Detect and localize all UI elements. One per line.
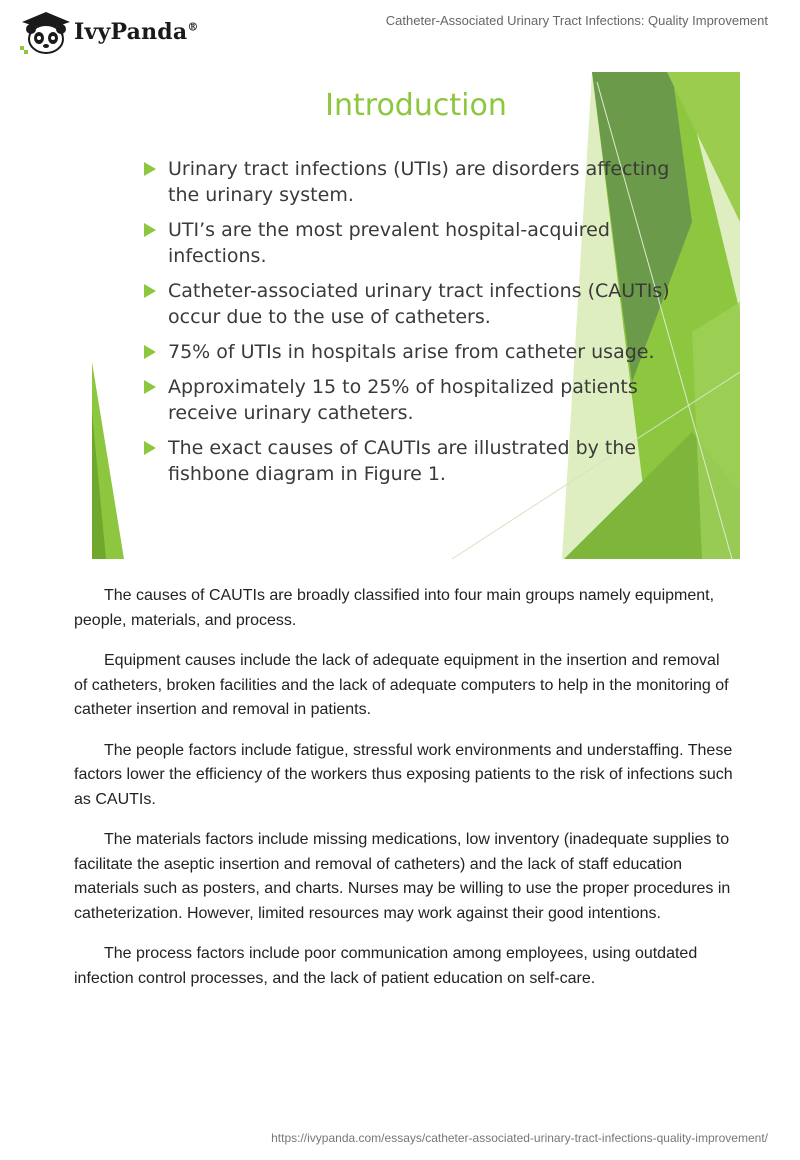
slide-image bbox=[92, 72, 740, 559]
triangle-bullet-icon bbox=[144, 284, 156, 298]
slide-bullet-list bbox=[144, 156, 704, 496]
paragraph: The materials factors include missing medications, low inventory (inadequate supplies to facilitate the aseptic insertion and removal of catheters) and the lack of staff education materials such as posters, and charts. Nurses may be willing to use the proper procedures in catheterization. However, limited resources may work against their good intentions. bbox=[74, 831, 731, 922]
triangle-bullet-icon bbox=[144, 380, 156, 394]
footer-url-link[interactable]: https://ivypanda.com/essays/catheter-associated-urinary-tract-infections-quality-improvement/ bbox=[271, 1131, 768, 1145]
document-title: Catheter-Associated Urinary Tract Infections: Quality Improvement bbox=[385, 13, 768, 28]
slide-title: Introduction bbox=[325, 88, 507, 123]
paragraph: Equipment causes include the lack of adequate equipment in the insertion and removal of catheters, broken facilities and the lack of adequate computers to help in the monitoring of catheter insertion and removal in patients. bbox=[74, 652, 729, 718]
slide-bullet: Approximately 15 to 25% of hospitalized patients receive urinary catheters. bbox=[144, 374, 704, 426]
paragraph: The people factors include fatigue, stressful work environments and understaffing. These factors lower the efficiency of the workers thus exposing patients to the risk of infections such as CAUTIs. bbox=[74, 741, 733, 808]
triangle-bullet-icon bbox=[144, 345, 156, 359]
triangle-bullet-icon bbox=[144, 441, 156, 455]
triangle-bullet-icon bbox=[144, 162, 156, 176]
slide-bullet: UTI’s are the most prevalent hospital-acquired infections. bbox=[144, 217, 704, 269]
paragraph: The causes of CAUTIs are broadly classified into four main groups namely equipment, people, materials, and process. bbox=[74, 587, 715, 629]
ivypanda-logo[interactable] bbox=[16, 10, 199, 54]
slide-bullet: Urinary tract infections (UTIs) are disorders affecting the urinary system. bbox=[144, 156, 704, 208]
slide-bullet: The exact causes of CAUTIs are illustrated by the fishbone diagram in Figure 1. bbox=[144, 435, 704, 487]
brand-name: IvyPanda® bbox=[74, 19, 199, 45]
slide-bullet: Catheter-associated urinary tract infections (CAUTIs) occur due to the use of catheters. bbox=[144, 278, 704, 330]
panda-graduate-icon bbox=[16, 10, 72, 54]
slide-bullet: 75% of UTIs in hospitals arise from catheter usage. bbox=[144, 339, 704, 365]
essay-body bbox=[74, 584, 734, 1007]
triangle-bullet-icon bbox=[144, 223, 156, 237]
page-header bbox=[0, 0, 800, 60]
paragraph: The process factors include poor communication among employees, using outdated infection control processes, and the lack of patient education on self-care. bbox=[74, 945, 698, 987]
